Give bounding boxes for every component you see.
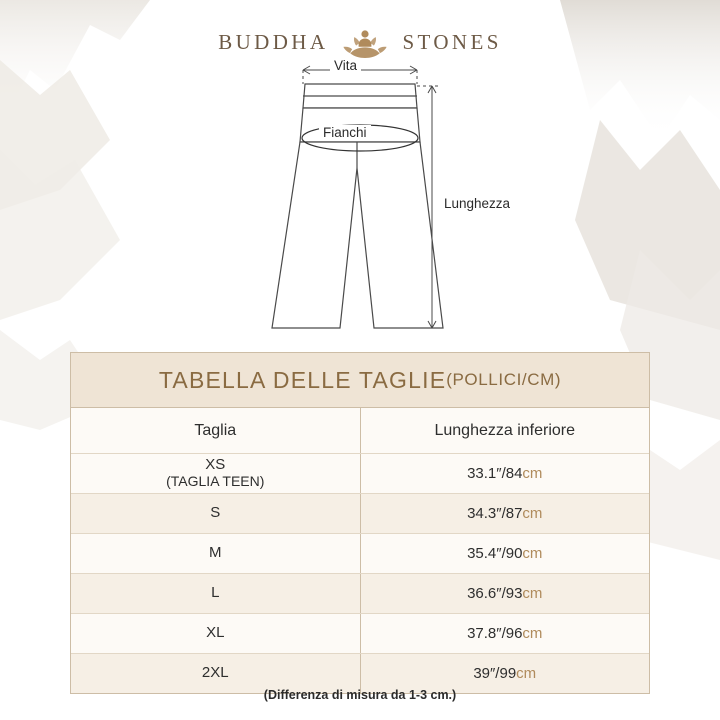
label-length: Lunghezza — [440, 196, 514, 211]
cell-size: 2XL — [71, 654, 360, 694]
table-row — [71, 534, 649, 574]
length-cm-unit: cm — [522, 465, 543, 482]
cell-size: S — [71, 494, 360, 534]
brand-word-left: BUDDHA — [218, 29, 329, 54]
table-row — [71, 454, 649, 494]
size-table-grid — [71, 408, 649, 693]
cell-length — [360, 534, 649, 574]
table-row — [71, 494, 649, 534]
length-cm-unit: cm — [522, 545, 543, 562]
length-inch: 36.6″/93 — [467, 585, 523, 602]
cell-size: M — [71, 534, 360, 574]
cell-length — [360, 494, 649, 534]
length-inch: 39″/99 — [473, 665, 517, 682]
size-table-title — [71, 353, 649, 408]
cell-length — [360, 454, 649, 494]
length-cm-unit: cm — [516, 665, 537, 682]
length-inch: 34.3″/87 — [467, 505, 523, 522]
length-inch: 37.8″/96 — [467, 625, 523, 642]
length-inch: 33.1″/84 — [467, 465, 523, 482]
length-cm-unit: cm — [522, 625, 543, 642]
size-table-title-units: (POLLICI/CM) — [446, 370, 562, 389]
pants-diagram — [0, 56, 720, 346]
cell-size: L — [71, 574, 360, 614]
cell-size: XL — [71, 614, 360, 654]
table-row — [71, 574, 649, 614]
label-hips: Fianchi — [319, 125, 371, 140]
length-inch: 35.4″/90 — [467, 545, 523, 562]
cell-size — [71, 454, 360, 494]
size-sublabel: (TAGLIA TEEN) — [166, 473, 265, 490]
size-table — [70, 352, 650, 694]
length-cm-unit: cm — [522, 505, 543, 522]
table-header-row — [71, 408, 649, 454]
cell-length — [360, 574, 649, 614]
cell-length — [360, 614, 649, 654]
length-cm-unit: cm — [522, 585, 543, 602]
column-header-size: Taglia — [71, 408, 360, 454]
table-row — [71, 614, 649, 654]
brand-word-right: STONES — [402, 29, 502, 54]
size-table-title-main: TABELLA DELLE TAGLIE — [158, 366, 447, 393]
wide-leg-pants-diagram-icon — [0, 56, 720, 346]
size-label: XS — [205, 456, 226, 474]
column-header-length: Lunghezza inferiore — [360, 408, 649, 454]
label-waist: Vita — [330, 58, 361, 73]
measurement-footnote: (Differenza di misura da 1-3 cm.) — [263, 688, 457, 702]
